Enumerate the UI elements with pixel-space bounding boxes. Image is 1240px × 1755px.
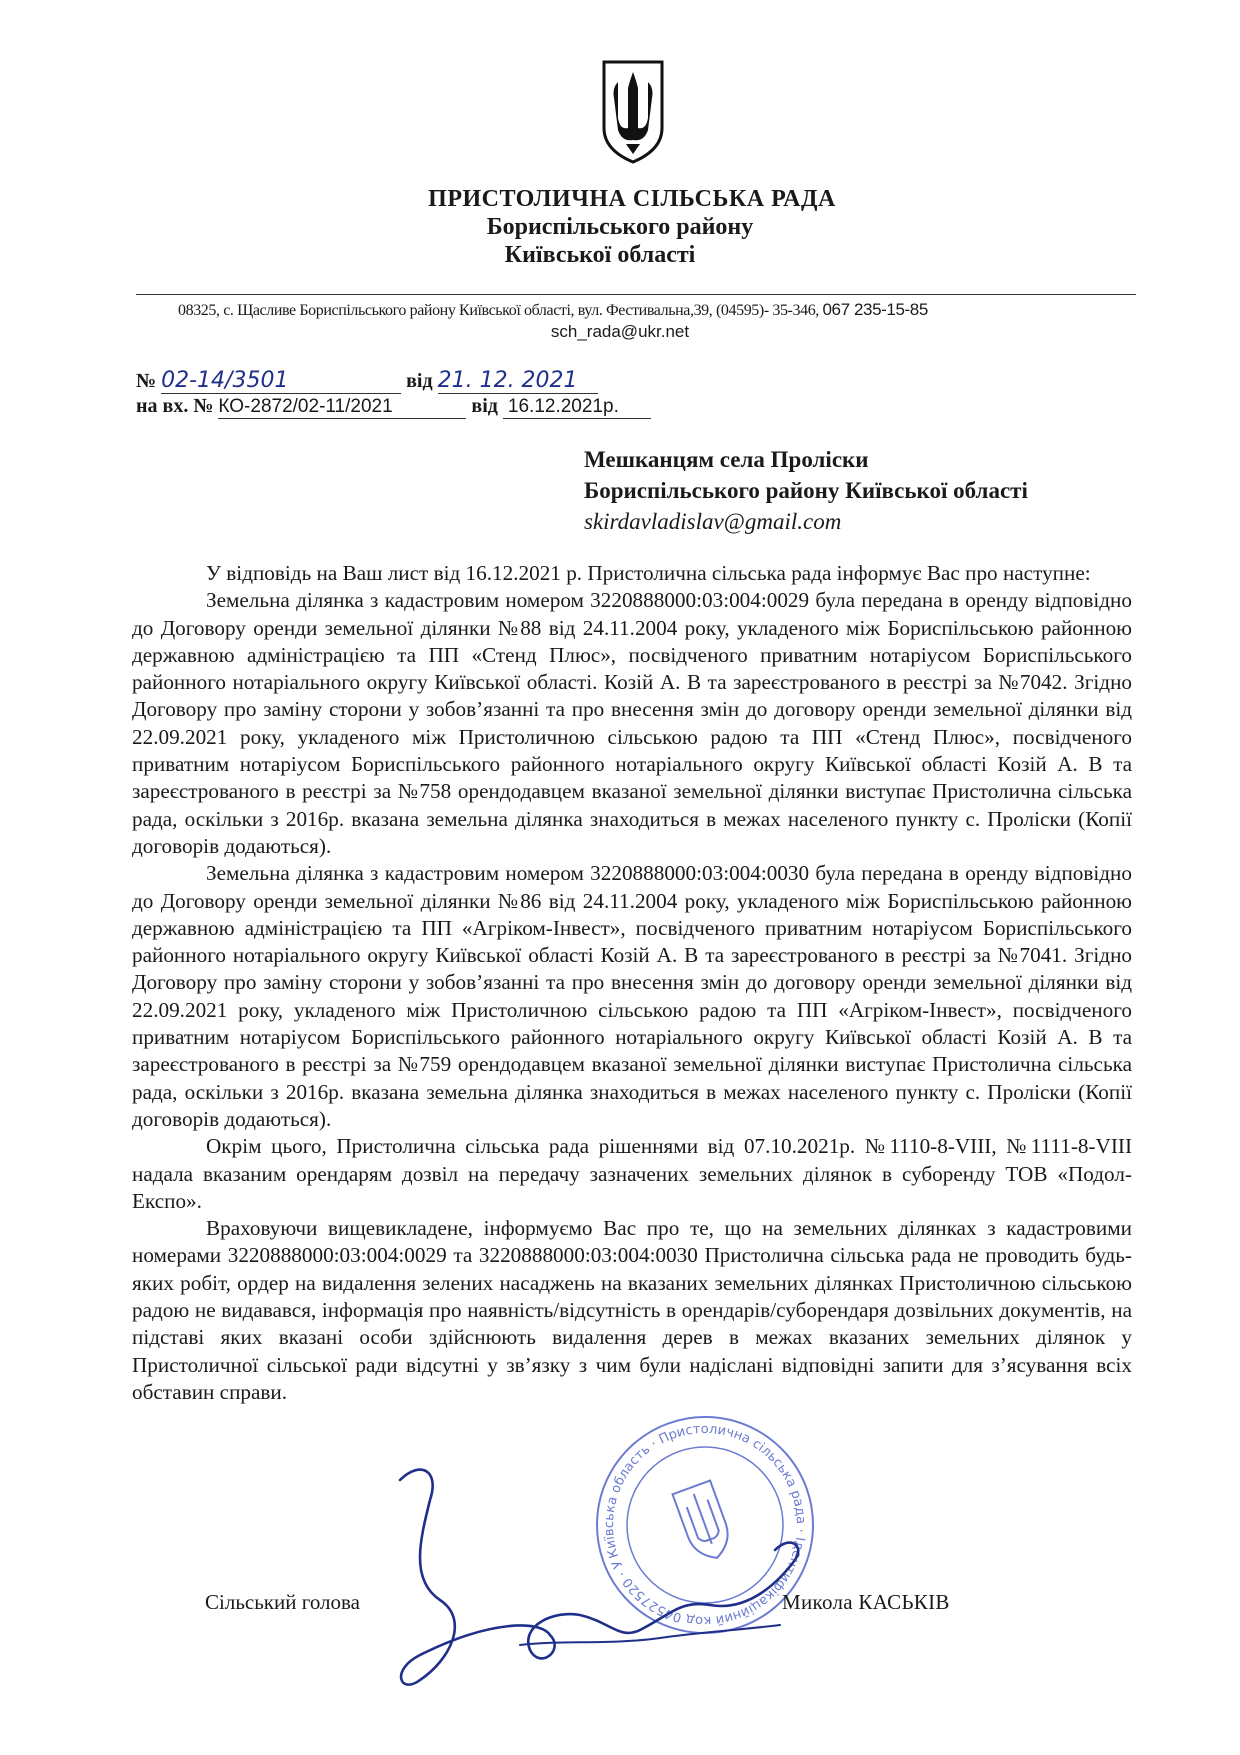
incoming-label: на вх. № <box>136 395 214 417</box>
outgoing-number: 02-14/3501 <box>161 368 289 393</box>
body-paragraph-2: Земельна ділянка з кадастровим номером 3220888000:03:004:0029 була передана в оренду відповідно до Договору оренди земельної ділянки №88 від 24.11.2004 року, укладеного між Бориспільською районною державною адміністрацією та ПП «Стенд Плюс», посвідченого приватним нотаріусом Бориспільського районного нотаріального округу Київської області. Козій А. В та зареєстрованого в реєстрі за №7042. Згідно Договору про заміну сторони у зобов’язанні та про внесення змін до договору оренди земельної ділянки від 22.09.2021 року, укладеного між Пристоличною сільською радою та ПП «Стенд Плюс», посвідченого приватним нотаріусом Бориспільського районного нотаріального округу Київської області Козій А. В та зареєстрованого в реєстрі за №758 орендодавцем вказаної земельної ділянки виступає Пристолична сільська рада, оскільки з 2016р. вказана земельна ділянка знаходиться в межах населеного пункту с. Пролiски (Копії договорів додаються). <box>132 588 1132 858</box>
incoming-date-suffix: р. <box>603 396 619 417</box>
phone-number: 067 235-15-85 <box>822 300 928 319</box>
handwritten-signature <box>380 1440 820 1710</box>
stamp-text: Київська область · Пристолична сільська рада · Ідентифікаційний код 04527520 · Україна <box>601 1421 809 1629</box>
address-text: 08325, с. Щасливе Бориспільського району Київської області, вул. Фестивальна,39, (04595)- 35-346, <box>178 302 819 319</box>
organization-region: Київської області <box>504 242 696 268</box>
addressee-block <box>584 444 1028 537</box>
organization-email: sch_rada@ukr.net <box>550 322 690 341</box>
incoming-date-label: від <box>471 395 498 417</box>
letter-body <box>132 560 1132 1406</box>
outgoing-reference <box>136 368 598 394</box>
body-paragraph-4: Окрім цього, Пристолична сільська рада рішеннями від 07.10.2021р. №1110-8-VIII, №1111-8-VIII надала вказаним орендарям дозвіл на передачу зазначених земельних ділянок в суборенду ТОВ «Подол-Експо». <box>132 1134 1132 1213</box>
organization-district: Бориспільського району <box>486 214 754 240</box>
incoming-date: 16.12.2021 <box>507 396 603 417</box>
signatory-role: Сільський голова <box>205 1590 360 1614</box>
body-paragraph-1: У відповідь на Ваш лист від 16.12.2021 р. Пристолична сільська рада інформує Вас про наступне: <box>206 561 1091 585</box>
addressee-line-1: Мешканцям села Пролiски <box>584 447 869 472</box>
incoming-reference <box>136 395 651 419</box>
organization-name: ПРИСТОЛИЧНА СІЛЬСЬКА РАДА <box>428 186 836 212</box>
organization-address <box>178 300 928 320</box>
addressee-email: skirdavladislav@gmail.com <box>584 509 842 534</box>
signatory-name: Микола КАСЬКІВ <box>782 1590 950 1614</box>
body-paragraph-5: Враховуючи вищевикладене, інформуємо Вас про те, що на земельних ділянках з кадастровими номерами 3220888000:03:004:0029 та 3220888000:03:004:0030 Пристолична сільська рада не проводить будь-яких робіт, ордер на видалення зелених насаджень на вказаних земельних ділянках Пристоличною сільською радою не видавався, інформація про наявність/відсутність в орендарів/суборендаря дозвільних документів, на підставі яких вказані особи здійснюють видалення дерев в межах вказаних земельних ділянок у Пристоличної сільської ради відсутні у зв’язку з чим були надіслані відповідні запити для з’ясування всіх обставин справи. <box>132 1216 1132 1404</box>
outgoing-date: 21. 12. 2021 <box>437 368 578 393</box>
addressee-line-2: Бориспільського району Київської області <box>584 478 1028 503</box>
number-label: № <box>136 370 157 392</box>
date-label: від <box>406 370 433 392</box>
body-paragraph-3: Земельна ділянка з кадастровим номером 3220888000:03:004:0030 була передана в оренду відповідно до Договору оренди земельної ділянки №86 від 24.11.2004 року, укладеного між Бориспільською районною державною адміністрацією та ПП «Агріком-Інвест», посвідченого приватним нотаріусом Бориспільського районного нотаріального округу Київської області Козій А. В та зареєстрованого в реєстрі за №7041. Згідно Договору про заміну сторони у зобов’язанні та про внесення змін до договору оренди земельної ділянки від 22.09.2021 року, укладеного між Пристоличною сільською радою та ПП «Агріком-Інвест», посвідченого приватним нотаріусом Бориспільського районного нотаріального округу Київської області Козій А. В та зареєстрованого в реєстрі за №759 орендодавцем вказаної земельної ділянки виступає Пристолична сільська рада, оскільки з 2016р. вказана земельна ділянка знаходиться в межах населеного пункту с. Пролiски (Копії договорів додаються). <box>132 861 1132 1131</box>
incoming-number: КО-2872/02-11/2021 <box>218 396 393 417</box>
trident-icon <box>600 58 666 166</box>
header-divider <box>136 294 1136 295</box>
